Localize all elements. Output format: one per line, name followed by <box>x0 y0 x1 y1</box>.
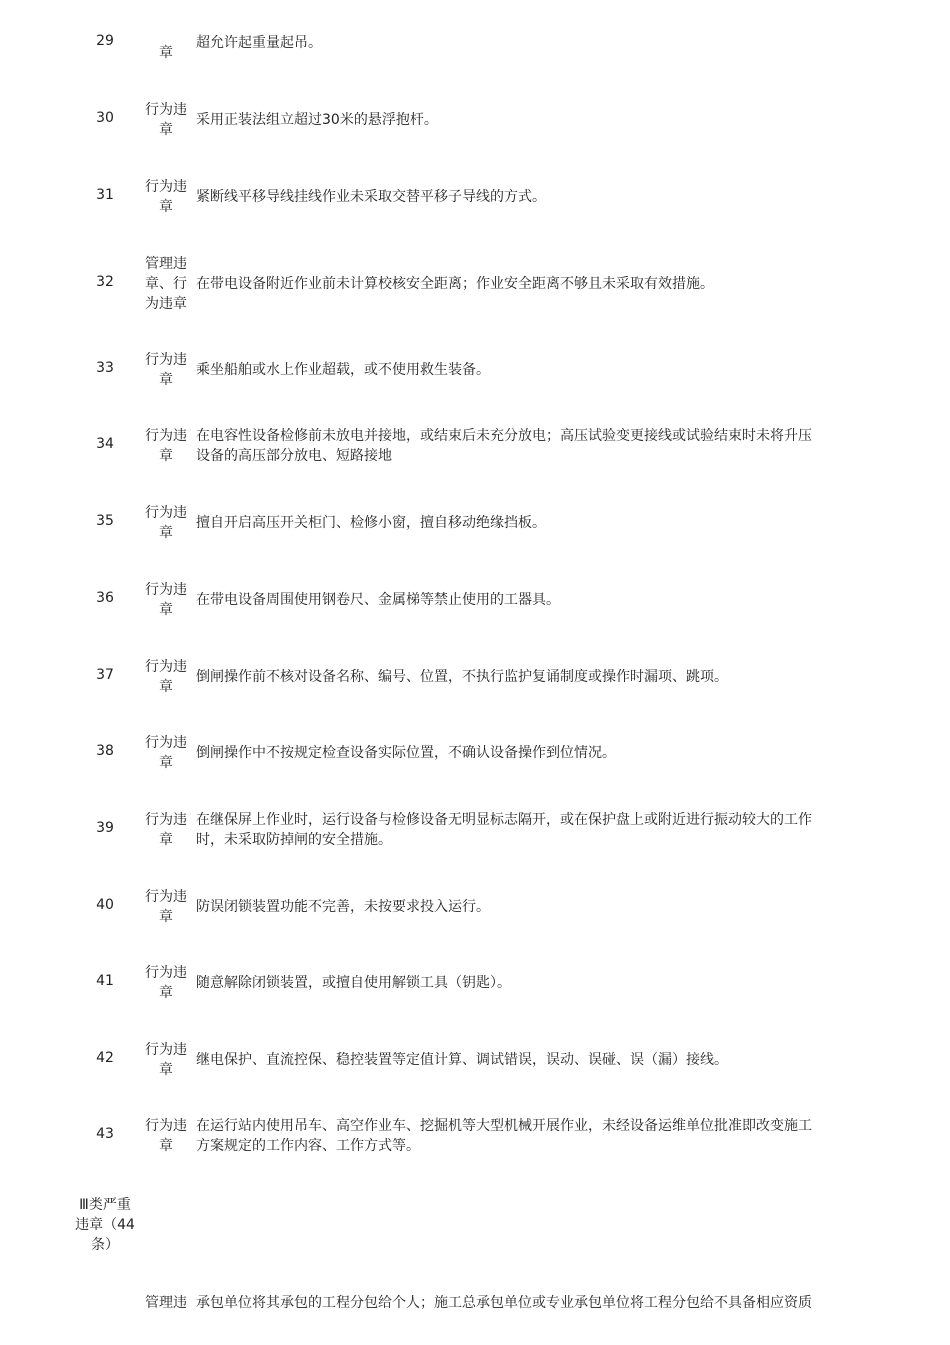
violation-category: 行为违 章 <box>145 812 187 848</box>
violation-description: 承包单位将其承包的工程分包给个人；施工总承包单位或专业承包单位将工程分包给不具备相应资质 <box>196 1295 812 1311</box>
violation-category: 行为违 章 <box>145 179 187 215</box>
row-number: 41 <box>96 973 114 989</box>
row-number: 36 <box>96 590 114 606</box>
violation-category: 章 <box>159 45 173 61</box>
violation-category: 行为违 章 <box>145 352 187 388</box>
violation-category: 行为违 章 <box>145 1118 187 1154</box>
row-number: 38 <box>96 743 114 759</box>
row-number: 34 <box>96 436 114 452</box>
violation-description: 超允许起重量起吊。 <box>196 35 322 51</box>
row-number: 29 <box>96 33 114 49</box>
row-number: 32 <box>96 274 114 290</box>
violation-description: 紧断线平移导线挂线作业未采取交替平移子导线的方式。 <box>196 189 546 205</box>
violation-category: 行为违 章 <box>145 582 187 618</box>
row-number: 42 <box>96 1050 114 1066</box>
row-number: 39 <box>96 820 114 836</box>
violation-description: 倒闸操作中不按规定检查设备实际位置，不确认设备操作到位情况。 <box>196 745 616 761</box>
row-number: 40 <box>96 897 114 913</box>
violation-description: 防误闭锁装置功能不完善，未按要求投入运行。 <box>196 899 490 915</box>
violation-category: 行为违 章 <box>145 102 187 138</box>
violation-category: 管理违 <box>145 1295 187 1311</box>
violation-description: 擅自开启高压开关柜门、检修小窗，擅自移动绝缘挡板。 <box>196 515 546 531</box>
violation-description: 乘坐船舶或水上作业超载，或不使用救生装备。 <box>196 362 490 378</box>
violation-category: 行为违 章 <box>145 428 187 464</box>
violation-description: 在运行站内使用吊车、高空作业车、挖掘机等大型机械开展作业，未经设备运维单位批准即改变施工 方案规定的工作内容、工作方式等。 <box>196 1118 812 1154</box>
violation-category: 行为违 章 <box>145 659 187 695</box>
row-number: 33 <box>96 360 114 376</box>
row-number: 31 <box>96 187 114 203</box>
violation-description: 继电保护、直流控保、稳控装置等定值计算、调试错误，误动、误碰、误（漏）接线。 <box>196 1052 728 1068</box>
row-number: 43 <box>96 1126 114 1142</box>
violation-description: 倒闸操作前不核对设备名称、编号、位置，不执行监护复诵制度或操作时漏项、跳项。 <box>196 669 728 685</box>
violation-category: 行为违 章 <box>145 965 187 1001</box>
violation-description: 在继保屏上作业时，运行设备与检修设备无明显标志隔开，或在保护盘上或附近进行振动较大的工作 时，未采取防掉闸的安全措施。 <box>196 812 812 848</box>
violation-description: 采用正装法组立超过30米的悬浮抱杆。 <box>196 112 438 128</box>
violation-category: 管理违 章、行 为违章 <box>145 256 187 312</box>
violation-description: 在电容性设备检修前未放电并接地，或结束后未充分放电；高压试验变更接线或试验结束时未将升压 设备的高压部分放电、短路接地 <box>196 428 812 464</box>
row-number: 35 <box>96 513 114 529</box>
violation-description: 在带电设备周围使用钢卷尺、金属梯等禁止使用的工器具。 <box>196 592 560 608</box>
row-number: 37 <box>96 667 114 683</box>
violation-category: 行为违 章 <box>145 1042 187 1078</box>
section-heading: Ⅲ类严重 违章（44 条） <box>75 1197 135 1253</box>
violation-category: 行为违 章 <box>145 735 187 771</box>
violation-description: 随意解除闭锁装置，或擅自使用解锁工具（钥匙）。 <box>196 975 511 991</box>
row-number: 30 <box>96 110 114 126</box>
violation-description: 在带电设备附近作业前未计算校核安全距离；作业安全距离不够且未采取有效措施。 <box>196 276 714 292</box>
violation-category: 行为违 章 <box>145 889 187 925</box>
violation-category: 行为违 章 <box>145 505 187 541</box>
